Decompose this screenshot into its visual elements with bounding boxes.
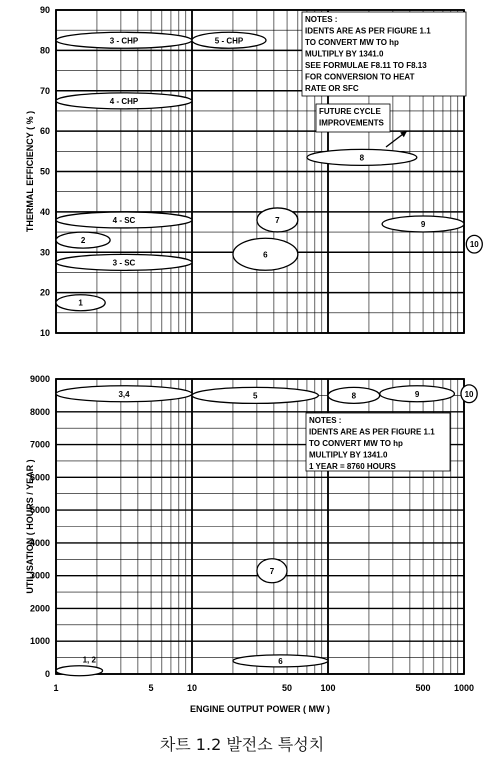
arrow-head <box>400 131 407 137</box>
y-tick-label: 90 <box>39 5 50 15</box>
y-tick-label: 10 <box>39 328 50 338</box>
note-line: SEE FORMULAE F8.11 TO F8.13 <box>305 61 427 70</box>
region-label: 2 <box>80 236 86 246</box>
region-label: 5 <box>252 391 258 401</box>
x-tick-label: 5 <box>148 683 154 693</box>
y-tick-label: 40 <box>39 206 50 217</box>
note-line: MULTIPLY BY 1341.0 <box>309 450 388 460</box>
note-line: FUTURE CYCLE <box>319 107 381 116</box>
region-label: 8 <box>359 153 365 163</box>
y-tick-label: 3000 <box>29 570 50 581</box>
y-tick-label: 2000 <box>29 603 50 614</box>
y-tick-label: 8000 <box>29 406 50 417</box>
x-tick-label: 10 <box>186 683 198 693</box>
note-line: TO CONVERT MW TO hp <box>309 439 403 448</box>
y-tick-label: 4000 <box>29 537 50 548</box>
x-axis-label: ENGINE OUTPUT POWER ( MW ) <box>190 704 330 714</box>
figure-caption: 차트 1.2 발전소 특성치 <box>159 735 325 754</box>
y-tick-label: 6000 <box>29 472 50 483</box>
region-label: 4 - SC <box>112 215 136 225</box>
region-label: 9 <box>414 389 420 399</box>
region-label: 6 <box>263 250 268 260</box>
note-line: FOR CONVERSION TO HEAT <box>305 72 415 82</box>
region-label: 5 - CHP <box>214 36 244 46</box>
region-label: 1, 2 <box>82 655 96 665</box>
y-tick-label: 80 <box>39 45 50 56</box>
region-label: 10 <box>464 389 474 399</box>
region-label: 3,4 <box>118 389 130 399</box>
y-tick-label: 60 <box>39 126 50 137</box>
chart-panel-2 <box>25 374 477 714</box>
region-label: 7 <box>269 566 275 576</box>
note-line: MULTIPLY BY 1341.0 <box>305 49 384 59</box>
x-tick-label: 1 <box>53 683 59 693</box>
x-tick-label: 500 <box>415 683 431 693</box>
region-label: 8 <box>351 391 357 401</box>
region-label: 7 <box>275 215 280 225</box>
y-axis-label: THERMAL EFFICIENCY ( % ) <box>25 110 35 233</box>
chart-panel-1 <box>25 5 482 338</box>
y-tick-label: 70 <box>39 85 50 96</box>
note-line: IMPROVEMENTS <box>319 118 384 128</box>
region-label: 4 - CHP <box>109 96 139 106</box>
y-tick-label: 50 <box>39 166 50 177</box>
region-label: 6 <box>278 656 283 666</box>
region-label: 1 <box>78 298 83 308</box>
note-line: 1 YEAR = 8760 HOURS <box>309 462 396 471</box>
region-label: 9 <box>420 219 426 229</box>
y-axis-label: UTILISATION ( HOURS / YEAR ) <box>25 459 35 594</box>
y-tick-label: 1000 <box>29 636 50 647</box>
x-tick-label: 100 <box>320 683 336 693</box>
y-tick-label: 20 <box>39 287 50 298</box>
region-label: 10 <box>469 240 479 250</box>
note-line: IDENTS ARE AS PER FIGURE 1.1 <box>305 26 431 36</box>
note-line: RATE OR SFC <box>305 84 359 93</box>
region-label: 3 - CHP <box>109 36 139 46</box>
region-ellipse <box>56 666 103 676</box>
y-tick-label: 0 <box>44 669 50 679</box>
y-tick-label: 30 <box>39 247 50 258</box>
note-line: TO CONVERT MW TO hp <box>305 38 399 47</box>
y-tick-label: 9000 <box>29 374 50 384</box>
note-line: IDENTS ARE AS PER FIGURE 1.1 <box>309 427 435 437</box>
note-line: NOTES : <box>305 15 338 24</box>
note-line: NOTES : <box>309 416 342 425</box>
x-tick-label: 1000 <box>453 683 475 693</box>
y-tick-label: 5000 <box>29 505 50 516</box>
y-tick-label: 7000 <box>29 439 50 450</box>
region-label: 3 - SC <box>112 258 136 268</box>
x-tick-label: 50 <box>282 683 293 693</box>
